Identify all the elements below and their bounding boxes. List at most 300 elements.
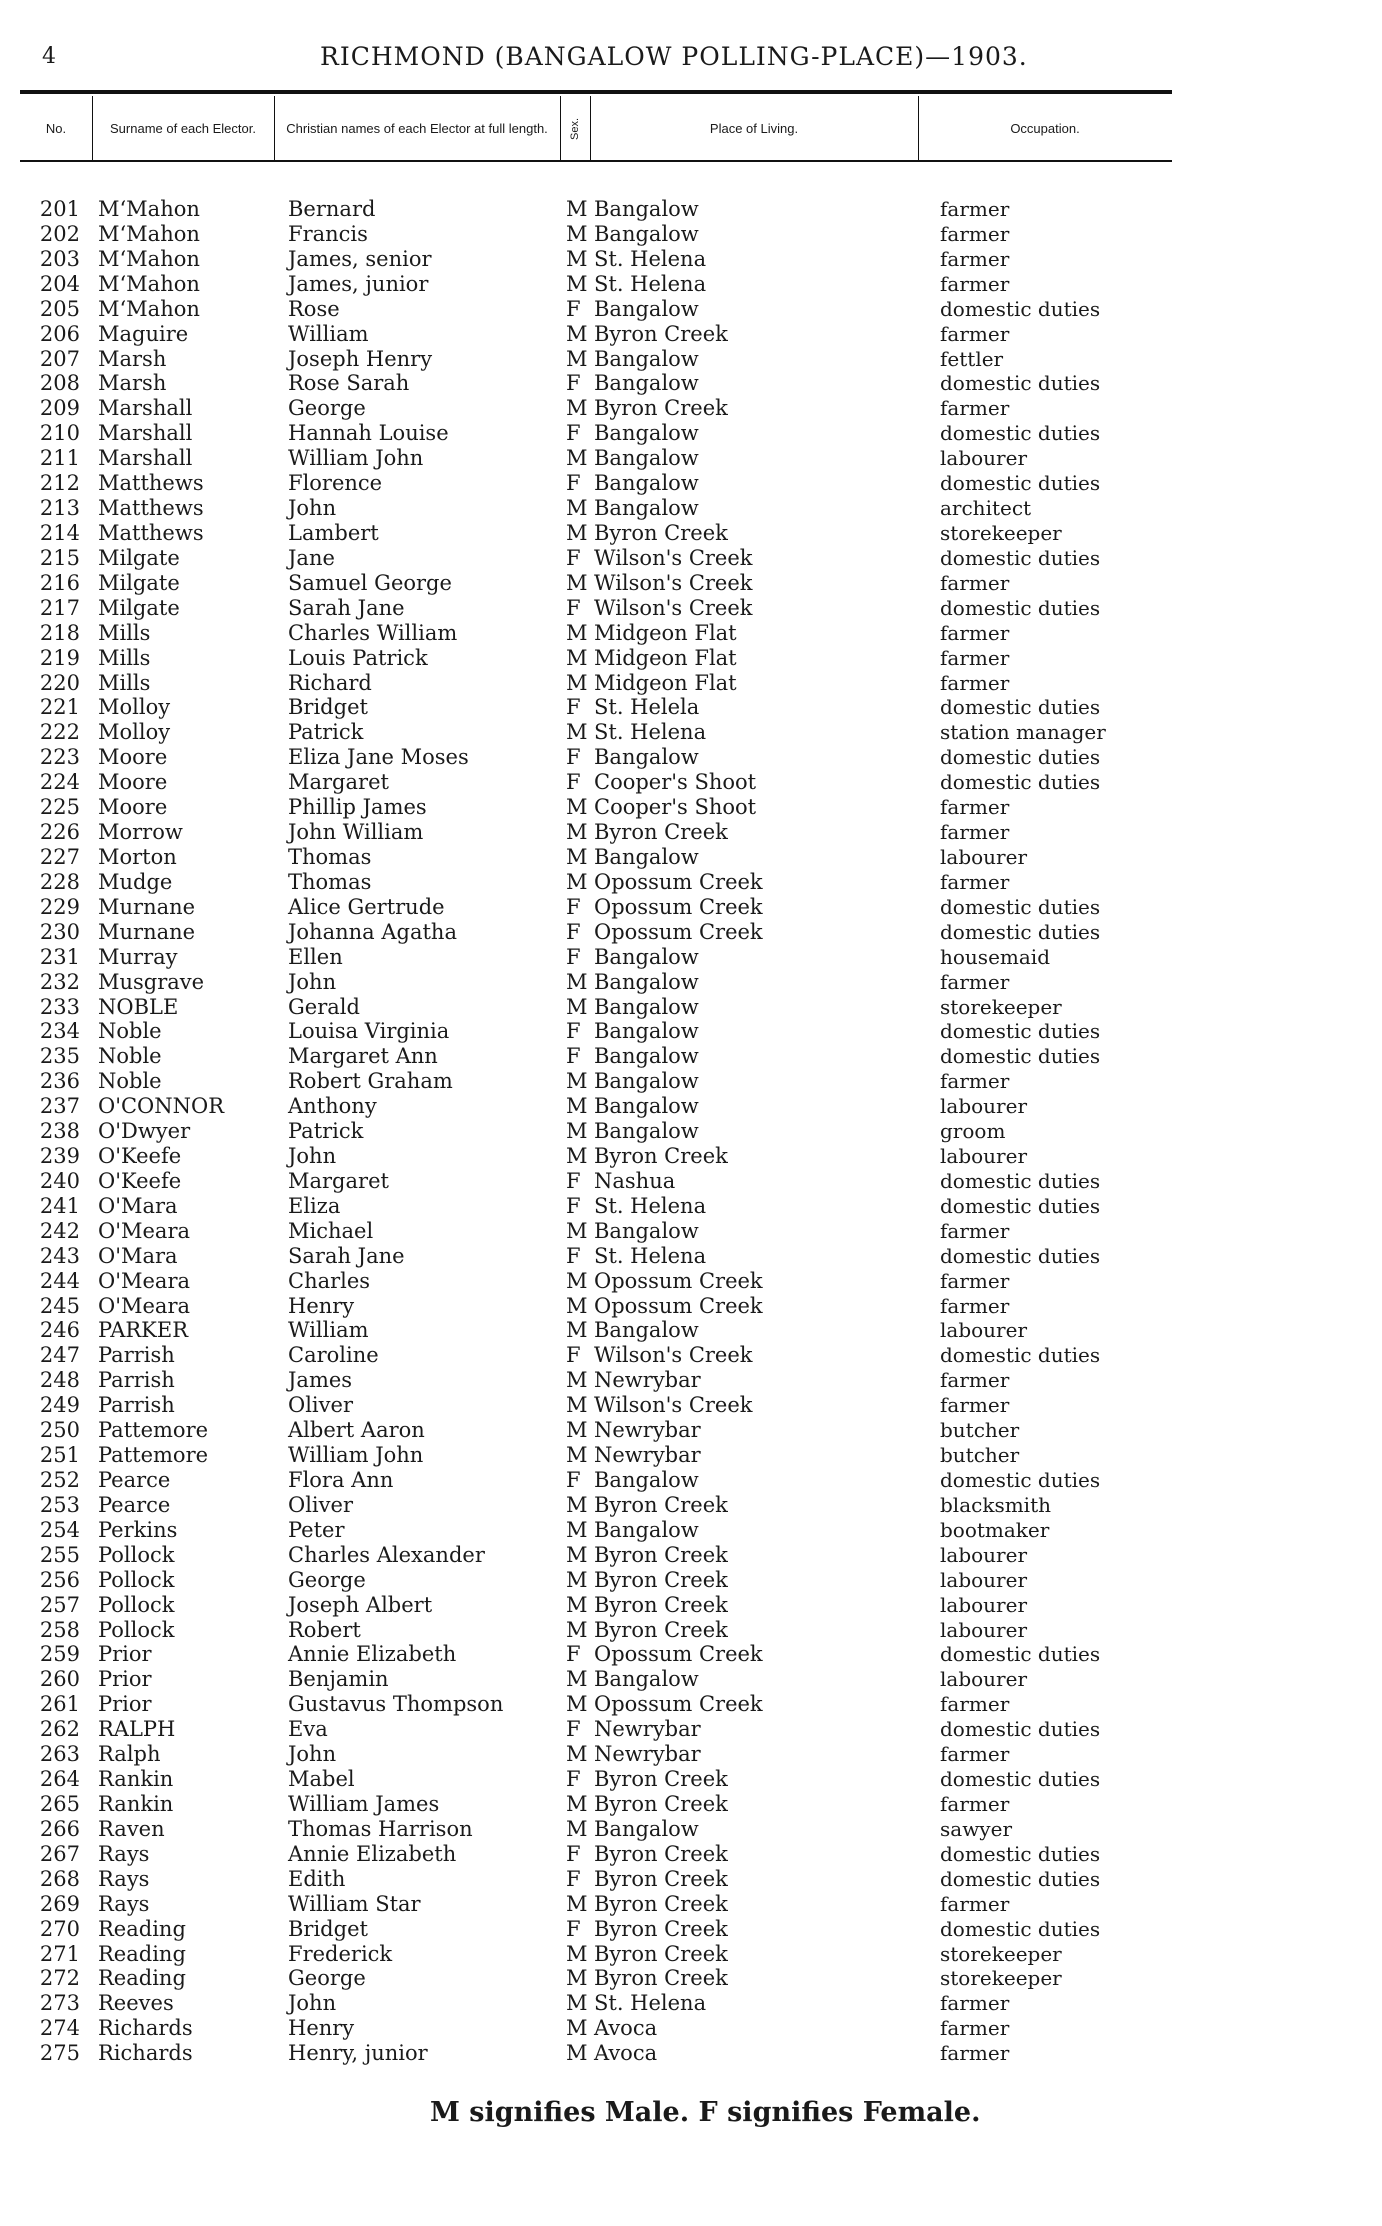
christian-names: Henry bbox=[288, 1293, 355, 1318]
christian-names: John bbox=[288, 1991, 337, 2016]
table-row bbox=[0, 845, 1382, 870]
sex: F bbox=[566, 1019, 581, 1044]
sex: M bbox=[566, 1492, 588, 1517]
occupation: storekeeper bbox=[940, 1941, 1062, 1966]
sex: M bbox=[566, 1617, 588, 1642]
occupation: labourer bbox=[940, 1318, 1028, 1343]
place-of-living: Opossum Creek bbox=[594, 1293, 763, 1318]
table-row bbox=[0, 1219, 1382, 1244]
row-number: 222 bbox=[39, 720, 80, 745]
surname: Pollock bbox=[98, 1567, 175, 1592]
row-number: 242 bbox=[39, 1218, 80, 1243]
sex: M bbox=[566, 346, 588, 371]
christian-names: Margaret Ann bbox=[288, 1044, 438, 1069]
christian-names: Joseph Albert bbox=[288, 1592, 433, 1617]
occupation: farmer bbox=[940, 1991, 1010, 2016]
christian-names: James, senior bbox=[288, 246, 432, 271]
sex: F bbox=[566, 296, 581, 321]
christian-names: Sarah Jane bbox=[288, 595, 405, 620]
christian-names: Sarah Jane bbox=[288, 1243, 405, 1268]
table-row bbox=[0, 446, 1382, 471]
row-number: 248 bbox=[39, 1368, 80, 1393]
occupation: farmer bbox=[940, 2041, 1010, 2066]
sex: F bbox=[566, 1044, 581, 1069]
occupation: farmer bbox=[940, 1891, 1010, 1916]
occupation: domestic duties bbox=[940, 1841, 1101, 1866]
surname: Murnane bbox=[98, 919, 196, 944]
occupation: domestic duties bbox=[940, 1717, 1101, 1742]
surname: PARKER bbox=[98, 1318, 189, 1343]
table-row bbox=[0, 870, 1382, 895]
place-of-living: Opossum Creek bbox=[594, 1268, 763, 1293]
place-of-living: Byron Creek bbox=[594, 1792, 728, 1816]
surname: Parrish bbox=[98, 1393, 175, 1418]
sex: M bbox=[566, 1941, 588, 1966]
christian-names: Benjamin bbox=[288, 1667, 389, 1692]
place-of-living: Cooper's Shoot bbox=[594, 795, 757, 820]
table-row bbox=[0, 895, 1382, 920]
christian-names: John bbox=[288, 1144, 337, 1169]
row-number: 229 bbox=[39, 894, 80, 919]
surname: O'Mara bbox=[98, 1193, 178, 1218]
table-row bbox=[0, 1094, 1382, 1119]
table-row bbox=[0, 1343, 1382, 1368]
place-of-living: Bangalow bbox=[594, 969, 699, 994]
table-row bbox=[0, 1618, 1382, 1643]
row-number: 212 bbox=[39, 471, 80, 496]
table-row bbox=[0, 1518, 1382, 1543]
table-row bbox=[0, 1368, 1382, 1393]
christian-names: Eva bbox=[288, 1717, 328, 1742]
table-row bbox=[0, 496, 1382, 521]
row-number: 215 bbox=[39, 545, 80, 570]
surname: O'Meara bbox=[98, 1218, 190, 1243]
christian-names: John bbox=[288, 969, 337, 994]
occupation: sawyer bbox=[940, 1816, 1013, 1841]
occupation: farmer bbox=[940, 396, 1010, 421]
row-number: 265 bbox=[39, 1792, 80, 1816]
place-of-living: St. Helena bbox=[594, 1193, 707, 1218]
surname: Reading bbox=[98, 1916, 186, 1941]
occupation: butcher bbox=[940, 1443, 1020, 1468]
sex: F bbox=[566, 919, 581, 944]
sex: M bbox=[566, 520, 588, 545]
place-of-living: Midgeon Flat bbox=[594, 670, 737, 695]
place-of-living: Byron Creek bbox=[594, 1966, 728, 1991]
surname: Marshall bbox=[98, 446, 193, 471]
occupation: domestic duties bbox=[940, 1866, 1101, 1891]
place-of-living: Bangalow bbox=[594, 1517, 699, 1542]
occupation: farmer bbox=[940, 1218, 1010, 1243]
place-of-living: Bangalow bbox=[594, 844, 699, 869]
row-number: 219 bbox=[39, 645, 80, 670]
surname: Reading bbox=[98, 1966, 186, 1991]
sex: M bbox=[566, 1268, 588, 1293]
surname: O'Meara bbox=[98, 1293, 190, 1318]
place-of-living: Byron Creek bbox=[594, 1567, 728, 1592]
place-of-living: Newrybar bbox=[594, 1368, 701, 1393]
place-of-living: Bangalow bbox=[594, 1218, 699, 1243]
sex: F bbox=[566, 1866, 581, 1891]
surname: Maguire bbox=[98, 321, 189, 346]
row-number: 268 bbox=[39, 1866, 80, 1891]
place-of-living: St. Helena bbox=[594, 271, 707, 296]
table-row bbox=[0, 1817, 1382, 1842]
christian-names: Margaret bbox=[288, 770, 389, 795]
surname: Morrow bbox=[98, 820, 183, 845]
surname: RALPH bbox=[98, 1717, 176, 1742]
sex: F bbox=[566, 695, 581, 720]
table-row bbox=[0, 1119, 1382, 1144]
place-of-living: Byron Creek bbox=[594, 321, 728, 346]
header-bottom-rule bbox=[20, 160, 1172, 162]
place-of-living: Byron Creek bbox=[594, 1941, 728, 1966]
occupation: farmer bbox=[940, 1742, 1010, 1767]
table-row bbox=[0, 1468, 1382, 1493]
occupation: farmer bbox=[940, 1069, 1010, 1094]
christian-names: Michael bbox=[288, 1218, 374, 1243]
occupation: blacksmith bbox=[940, 1492, 1051, 1517]
surname: Musgrave bbox=[98, 969, 205, 994]
place-of-living: Bangalow bbox=[594, 745, 699, 770]
christian-names: Thomas Harrison bbox=[288, 1816, 473, 1841]
sex: M bbox=[566, 221, 588, 246]
place-of-living: Byron Creek bbox=[594, 1841, 728, 1866]
surname: O'CONNOR bbox=[98, 1094, 225, 1119]
row-number: 249 bbox=[39, 1393, 80, 1418]
table-row bbox=[0, 222, 1382, 247]
row-number: 250 bbox=[39, 1418, 80, 1443]
row-number: 208 bbox=[39, 371, 80, 396]
table-row bbox=[0, 1044, 1382, 1069]
sex: F bbox=[566, 1841, 581, 1866]
occupation: domestic duties bbox=[940, 770, 1101, 795]
surname: Moore bbox=[98, 795, 168, 820]
table-row bbox=[0, 1692, 1382, 1717]
occupation: labourer bbox=[940, 1567, 1028, 1592]
row-number: 244 bbox=[39, 1268, 80, 1293]
sex: F bbox=[566, 770, 581, 795]
place-of-living: Byron Creek bbox=[594, 820, 728, 845]
sex: M bbox=[566, 844, 588, 869]
surname: Reading bbox=[98, 1941, 186, 1966]
surname: Marsh bbox=[98, 346, 167, 371]
row-number: 232 bbox=[39, 969, 80, 994]
surname: M‘Mahon bbox=[98, 246, 200, 271]
christian-names: Eliza Jane Moses bbox=[288, 745, 469, 770]
surname: M‘Mahon bbox=[98, 271, 200, 296]
table-row bbox=[0, 1792, 1382, 1817]
row-number: 201 bbox=[39, 197, 80, 221]
row-number: 259 bbox=[39, 1642, 80, 1667]
surname: Rays bbox=[98, 1866, 150, 1891]
table-row bbox=[0, 1667, 1382, 1692]
christian-names: Patrick bbox=[288, 1119, 364, 1144]
sex: M bbox=[566, 1891, 588, 1916]
surname: Murnane bbox=[98, 894, 196, 919]
top-rule bbox=[20, 90, 1172, 94]
christian-names: Mabel bbox=[288, 1767, 355, 1792]
row-number: 216 bbox=[39, 570, 80, 595]
sex: F bbox=[566, 894, 581, 919]
occupation: farmer bbox=[940, 2016, 1010, 2041]
page-title: RICHMOND (BANGALOW POLLING-PLACE)—1903. bbox=[320, 42, 1028, 71]
surname: Rays bbox=[98, 1891, 150, 1916]
table-row bbox=[0, 1169, 1382, 1194]
surname: Mills bbox=[98, 670, 151, 695]
surname: Ralph bbox=[98, 1742, 161, 1767]
sex: F bbox=[566, 545, 581, 570]
occupation: domestic duties bbox=[940, 1767, 1101, 1792]
row-number: 255 bbox=[39, 1542, 80, 1567]
occupation: housemaid bbox=[940, 944, 1050, 969]
sex: F bbox=[566, 595, 581, 620]
row-number: 260 bbox=[39, 1667, 80, 1692]
surname: Milgate bbox=[98, 545, 180, 570]
christian-names: William Star bbox=[288, 1891, 421, 1916]
place-of-living: Avoca bbox=[594, 2041, 658, 2066]
christian-names: Oliver bbox=[288, 1393, 353, 1418]
place-of-living: St. Helena bbox=[594, 1991, 707, 2016]
table-row bbox=[0, 1642, 1382, 1667]
table-row bbox=[0, 1593, 1382, 1618]
place-of-living: Newrybar bbox=[594, 1443, 701, 1468]
occupation: farmer bbox=[940, 820, 1010, 845]
row-number: 231 bbox=[39, 944, 80, 969]
table-row bbox=[0, 745, 1382, 770]
surname: Parrish bbox=[98, 1343, 175, 1368]
occupation: farmer bbox=[940, 795, 1010, 820]
sex: M bbox=[566, 670, 588, 695]
table-row bbox=[0, 1194, 1382, 1219]
sex: F bbox=[566, 421, 581, 446]
occupation: domestic duties bbox=[940, 371, 1101, 396]
table-row bbox=[0, 1069, 1382, 1094]
occupation: storekeeper bbox=[940, 994, 1062, 1019]
table-row bbox=[0, 995, 1382, 1020]
row-number: 224 bbox=[39, 770, 80, 795]
place-of-living: Byron Creek bbox=[594, 1144, 728, 1169]
surname: Reeves bbox=[98, 1991, 174, 2016]
row-number: 220 bbox=[39, 670, 80, 695]
table-row bbox=[0, 1742, 1382, 1767]
sex: M bbox=[566, 2041, 588, 2066]
row-number: 226 bbox=[39, 820, 80, 845]
row-number: 239 bbox=[39, 1144, 80, 1169]
table-row bbox=[0, 371, 1382, 396]
occupation: domestic duties bbox=[940, 1243, 1101, 1268]
table-row bbox=[0, 297, 1382, 322]
place-of-living: Newrybar bbox=[594, 1717, 701, 1742]
christian-names: Robert bbox=[288, 1617, 361, 1642]
row-number: 202 bbox=[39, 221, 80, 246]
christian-names: John bbox=[288, 1742, 337, 1767]
place-of-living: Bangalow bbox=[594, 1816, 699, 1841]
sex: M bbox=[566, 1069, 588, 1094]
surname: Pattemore bbox=[98, 1418, 209, 1443]
occupation: farmer bbox=[940, 1792, 1010, 1816]
place-of-living: Opossum Creek bbox=[594, 1642, 763, 1667]
row-number: 246 bbox=[39, 1318, 80, 1343]
place-of-living: St. Helena bbox=[594, 1243, 707, 1268]
table-row bbox=[0, 945, 1382, 970]
sex: M bbox=[566, 321, 588, 346]
occupation: domestic duties bbox=[940, 1916, 1101, 1941]
row-number: 272 bbox=[39, 1966, 80, 1991]
sex-legend: M signifies Male. F signifies Female. bbox=[430, 2097, 981, 2128]
place-of-living: Bangalow bbox=[594, 371, 699, 396]
christian-names: Gerald bbox=[288, 994, 360, 1019]
surname: Richards bbox=[98, 2016, 193, 2041]
header-christian-names: Christian names of each Elector at full length. bbox=[286, 121, 548, 136]
table-row bbox=[0, 521, 1382, 546]
surname: Marsh bbox=[98, 371, 167, 396]
sex: F bbox=[566, 1343, 581, 1368]
table-row bbox=[0, 322, 1382, 347]
place-of-living: Byron Creek bbox=[594, 1617, 728, 1642]
christian-names: Henry bbox=[288, 2016, 355, 2041]
christian-names: Louisa Virginia bbox=[288, 1019, 450, 1044]
table-row bbox=[0, 1568, 1382, 1593]
row-number: 271 bbox=[39, 1941, 80, 1966]
table-row bbox=[0, 720, 1382, 745]
place-of-living: Bangalow bbox=[594, 1094, 699, 1119]
row-number: 227 bbox=[39, 844, 80, 869]
row-number: 262 bbox=[39, 1717, 80, 1742]
surname: Mills bbox=[98, 645, 151, 670]
surname: Morton bbox=[98, 844, 177, 869]
christian-names: Eliza bbox=[288, 1193, 341, 1218]
row-number: 270 bbox=[39, 1916, 80, 1941]
row-number: 269 bbox=[39, 1891, 80, 1916]
christian-names: Flora Ann bbox=[288, 1468, 394, 1493]
christian-names: Samuel George bbox=[288, 570, 452, 595]
sex: M bbox=[566, 1144, 588, 1169]
table-row bbox=[0, 396, 1382, 421]
place-of-living: Byron Creek bbox=[594, 1592, 728, 1617]
sex: F bbox=[566, 1193, 581, 1218]
surname: Matthews bbox=[98, 496, 204, 521]
surname: Matthews bbox=[98, 471, 204, 496]
row-number: 213 bbox=[39, 496, 80, 521]
christian-names: Charles Alexander bbox=[288, 1542, 485, 1567]
place-of-living: Bangalow bbox=[594, 221, 699, 246]
sex: M bbox=[566, 271, 588, 296]
occupation: farmer bbox=[940, 570, 1010, 595]
table-row bbox=[0, 1393, 1382, 1418]
sex: M bbox=[566, 1792, 588, 1816]
row-number: 230 bbox=[39, 919, 80, 944]
occupation: domestic duties bbox=[940, 1468, 1101, 1493]
sex: F bbox=[566, 1468, 581, 1493]
occupation: domestic duties bbox=[940, 595, 1101, 620]
row-number: 266 bbox=[39, 1816, 80, 1841]
place-of-living: Wilson's Creek bbox=[594, 545, 753, 570]
occupation: farmer bbox=[940, 321, 1010, 346]
row-number: 228 bbox=[39, 869, 80, 894]
occupation: farmer bbox=[940, 221, 1010, 246]
christian-names: Florence bbox=[288, 471, 383, 496]
surname: Molloy bbox=[98, 720, 171, 745]
surname: Mudge bbox=[98, 869, 173, 894]
place-of-living: Avoca bbox=[594, 2016, 658, 2041]
row-number: 217 bbox=[39, 595, 80, 620]
table-row bbox=[0, 347, 1382, 372]
occupation: farmer bbox=[940, 271, 1010, 296]
place-of-living: Midgeon Flat bbox=[594, 645, 737, 670]
row-number: 257 bbox=[39, 1592, 80, 1617]
christian-names: John William bbox=[288, 820, 424, 845]
row-number: 209 bbox=[39, 396, 80, 421]
place-of-living: Bangalow bbox=[594, 1119, 699, 1144]
surname: Prior bbox=[98, 1692, 152, 1717]
christian-names: James, junior bbox=[288, 271, 429, 296]
table-row bbox=[0, 1144, 1382, 1169]
sex: M bbox=[566, 1966, 588, 1991]
sex: M bbox=[566, 1218, 588, 1243]
occupation: labourer bbox=[940, 1617, 1028, 1642]
header-occupation: Occupation. bbox=[1010, 121, 1080, 136]
place-of-living: Byron Creek bbox=[594, 1916, 728, 1941]
row-number: 238 bbox=[39, 1119, 80, 1144]
occupation: farmer bbox=[940, 620, 1010, 645]
christian-names: Lambert bbox=[288, 520, 379, 545]
table-row bbox=[0, 1867, 1382, 1892]
table-row bbox=[0, 646, 1382, 671]
christian-names: Louis Patrick bbox=[288, 645, 428, 670]
occupation: domestic duties bbox=[940, 296, 1101, 321]
occupation: labourer bbox=[940, 1144, 1028, 1169]
table-row bbox=[0, 795, 1382, 820]
sex: M bbox=[566, 197, 588, 221]
row-number: 264 bbox=[39, 1767, 80, 1792]
table-row bbox=[0, 1942, 1382, 1967]
occupation: domestic duties bbox=[940, 745, 1101, 770]
row-number: 236 bbox=[39, 1069, 80, 1094]
row-number: 237 bbox=[39, 1094, 80, 1119]
surname: O'Dwyer bbox=[98, 1119, 191, 1144]
sex: M bbox=[566, 1517, 588, 1542]
sex: M bbox=[566, 246, 588, 271]
surname: O'Meara bbox=[98, 1268, 190, 1293]
christian-names: Bernard bbox=[288, 197, 376, 221]
row-number: 253 bbox=[39, 1492, 80, 1517]
surname: Pearce bbox=[98, 1492, 171, 1517]
sex: M bbox=[566, 620, 588, 645]
occupation: domestic duties bbox=[940, 1193, 1101, 1218]
christian-names: Peter bbox=[288, 1517, 345, 1542]
place-of-living: Bangalow bbox=[594, 346, 699, 371]
sex: M bbox=[566, 1318, 588, 1343]
place-of-living: Bangalow bbox=[594, 197, 699, 221]
place-of-living: Byron Creek bbox=[594, 1866, 728, 1891]
sex: M bbox=[566, 720, 588, 745]
table-row bbox=[0, 1966, 1382, 1991]
place-of-living: Midgeon Flat bbox=[594, 620, 737, 645]
sex: M bbox=[566, 396, 588, 421]
table-row bbox=[0, 1917, 1382, 1942]
christian-names: Charles William bbox=[288, 620, 458, 645]
christian-names: Francis bbox=[288, 221, 368, 246]
row-number: 240 bbox=[39, 1168, 80, 1193]
sex: F bbox=[566, 1717, 581, 1742]
table-row bbox=[0, 1244, 1382, 1269]
occupation: farmer bbox=[940, 246, 1010, 271]
place-of-living: Byron Creek bbox=[594, 396, 728, 421]
occupation: farmer bbox=[940, 670, 1010, 695]
surname: O'Keefe bbox=[98, 1168, 182, 1193]
occupation: station manager bbox=[940, 720, 1106, 745]
